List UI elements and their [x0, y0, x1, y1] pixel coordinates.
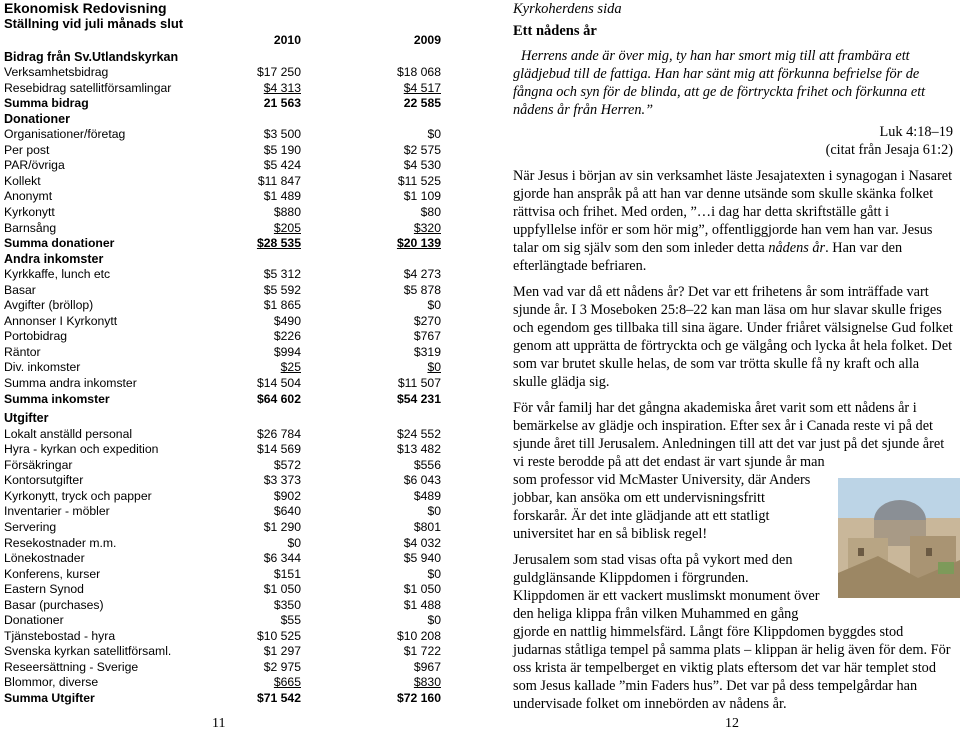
value-2010: $880 — [273, 205, 301, 220]
value-2009: $54 231 — [396, 391, 441, 406]
value-2009: $556 — [413, 457, 441, 472]
row-label: Svenska kyrkan satellitförsaml. — [4, 644, 172, 659]
table-row — [4, 427, 444, 443]
value-2010: $55 — [280, 613, 301, 628]
value-2010: $1 290 — [263, 519, 301, 534]
value-2009: $10 208 — [396, 628, 441, 643]
row-label: Kyrkonytt, tryck och papper — [4, 488, 152, 503]
report-subtitle: Ställning vid juli månads slut — [4, 16, 184, 31]
value-2009: $0 — [427, 298, 441, 313]
row-label: Resebidrag satellitförsamlingar — [4, 80, 172, 95]
row-label: Portobidrag — [4, 329, 68, 344]
value-2010: $28 535 — [256, 236, 301, 251]
value-2009: $270 — [413, 313, 441, 328]
row-label: Inventarier - möbler — [4, 504, 110, 519]
value-2010: $25 — [280, 360, 301, 375]
value-2010: $2 975 — [263, 659, 301, 674]
row-label: Summa bidrag — [4, 96, 89, 111]
scripture-source: (citat från Jesaja 61:2) — [825, 142, 953, 158]
value-2010: $64 602 — [256, 391, 301, 406]
table-row — [4, 329, 444, 345]
table-row — [4, 96, 444, 112]
value-2010: $1 050 — [263, 582, 301, 597]
row-label: Summa donationer — [4, 236, 115, 251]
value-2010: $5 312 — [263, 267, 301, 282]
value-2010: $1 865 — [263, 298, 301, 313]
value-2010: $14 504 — [256, 376, 301, 391]
table-row — [4, 174, 444, 190]
year-header-row — [4, 33, 444, 49]
value-2010: $5 190 — [263, 142, 301, 157]
section-header: Bidrag från Sv.Utlandskyrkan — [4, 49, 179, 64]
value-2009: $4 032 — [403, 535, 441, 550]
page-number-left: 11 — [212, 716, 226, 731]
scripture-quote: Herrens ande är över mig, ty han har smort mig till att frambära ett glädjebud till de fattiga. Han har sänt mig att förkunna befrielse för de fångna och syn för de blinda, att ge de förtryckta frihet och förkunna ett nådens år från Herren.” — [513, 48, 926, 118]
value-2009: $801 — [413, 519, 441, 534]
finance-report — [4, 0, 444, 707]
value-2010: $572 — [273, 457, 301, 472]
row-label: Utgifter — [4, 411, 49, 426]
table-row — [4, 143, 444, 159]
row-label: Summa andra inkomster — [4, 376, 137, 391]
row-label: Avgifter (bröllop) — [4, 298, 94, 313]
table-row — [4, 644, 444, 660]
value-2010: 21 563 — [263, 96, 301, 111]
value-2009: $1 050 — [403, 582, 441, 597]
value-2009: $319 — [413, 344, 441, 359]
row-label: Annonser I Kyrkonytt — [4, 313, 118, 328]
row-label: Div. inkomster — [4, 360, 81, 375]
value-2009: $0 — [427, 360, 441, 375]
value-2009: $0 — [427, 566, 441, 581]
jerusalem-photo — [838, 478, 960, 598]
table-row — [4, 536, 444, 552]
value-2009: $1 109 — [403, 189, 441, 204]
value-2010: $17 250 — [256, 65, 301, 80]
value-2010: $3 373 — [263, 473, 301, 488]
article-heading: Ett nådens år — [513, 23, 597, 39]
section-header — [4, 252, 444, 268]
value-2009: $1 722 — [403, 644, 441, 659]
row-label: Konferens, kurser — [4, 566, 101, 581]
table-row — [4, 283, 444, 299]
table-row — [4, 81, 444, 97]
value-2010: $26 784 — [256, 426, 301, 441]
table-row — [4, 489, 444, 505]
row-label: Summa inkomster — [4, 391, 110, 406]
value-2009: $80 — [420, 205, 441, 220]
value-2009: $4 530 — [403, 158, 441, 173]
section-header — [4, 411, 444, 427]
table-row — [4, 675, 444, 691]
paragraph-4: Jerusalem som stad visas ofta på vykort med den guldglänsande Klippdomen i förgrunden. Klippdomen är ett vackert muslimskt monument över den heliga klippa från vilken Muhammed en gång gjorde en nattlig himmelsfärd. Långt före Klippdomen byggdes stod judarnas ståtliga tempel på samma plats – klippan är helig även för dem. För oss krista är tempelberget en viktig plats eftersom det var här templet stod som Jesus kallade ”min Faders hus”. Det var på dess tempelgårdar han undervisade folket om innebörden av nådens år. — [513, 552, 951, 712]
value-2009: $767 — [413, 329, 441, 344]
value-2009: $72 160 — [396, 690, 441, 705]
row-label: Verksamhetsbidrag — [4, 65, 109, 80]
value-2010: $5 592 — [263, 282, 301, 297]
row-label: Försäkringar — [4, 457, 73, 472]
row-label: Servering — [4, 519, 57, 534]
year-2010: 2010 — [273, 33, 301, 47]
section-header — [4, 112, 444, 128]
table-row — [4, 267, 444, 283]
row-label: Hyra - kyrkan och expedition — [4, 442, 159, 457]
table-row — [4, 392, 444, 408]
value-2010: $350 — [273, 597, 301, 612]
value-2010: $1 297 — [263, 644, 301, 659]
row-label: Resekostnader m.m. — [4, 535, 117, 550]
value-2010: $0 — [287, 535, 301, 550]
value-2009: $4 273 — [403, 267, 441, 282]
row-label: Kontorsutgifter — [4, 473, 84, 488]
value-2009: $2 575 — [403, 142, 441, 157]
table-row — [4, 598, 444, 614]
pastor-page — [513, 0, 953, 713]
table-row — [4, 65, 444, 81]
table-row — [4, 567, 444, 583]
paragraph-1: När Jesus i början av sin verksamhet läste Jesajatexten i synagogan i Nasaret gjorde han anspråk på att han var denne utsände som skulle skänka folket rättvisa och frihet. Med orden, ”…i dag har detta skriftställe gått i uppfyllelse inför er som hör mig”, offentliggjorde han vem han var. Jesus talar om sig själv som den som inleder detta nådens år. Han var den efterlängtade befriaren. — [513, 168, 953, 274]
table-row — [4, 613, 444, 629]
value-2009: $320 — [413, 220, 441, 235]
row-label: Reseersättning - Sverige — [4, 659, 139, 674]
value-2009: $11 507 — [397, 376, 441, 391]
row-label: PAR/övriga — [4, 158, 65, 173]
value-2009: $24 552 — [396, 426, 441, 441]
value-2009: $6 043 — [403, 473, 441, 488]
page-number-right: 12 — [725, 716, 739, 731]
value-2010: $205 — [273, 220, 301, 235]
table-row — [4, 551, 444, 567]
table-row — [4, 221, 444, 237]
value-2010: $71 542 — [256, 690, 301, 705]
value-2009: $967 — [413, 659, 441, 674]
value-2009: $5 878 — [403, 282, 441, 297]
table-row — [4, 473, 444, 489]
report-title: Ekonomisk Redovisning — [4, 0, 167, 16]
value-2010: $151 — [273, 566, 301, 581]
table-row — [4, 360, 444, 376]
row-label: Kyrkkaffe, lunch etc — [4, 267, 111, 282]
table-row — [4, 376, 444, 392]
scripture-reference: Luk 4:18–19 — [879, 124, 953, 140]
table-row — [4, 189, 444, 205]
value-2010: $226 — [273, 329, 301, 344]
row-label: Kollekt — [4, 173, 41, 188]
table-row — [4, 504, 444, 520]
finance-table — [4, 65, 444, 706]
table-row — [4, 629, 444, 645]
value-2009: $489 — [413, 488, 441, 503]
value-2010: $14 569 — [256, 442, 301, 457]
row-label: Anonymt — [4, 189, 53, 204]
table-row — [4, 314, 444, 330]
paragraph-3: För vår familj har det gångna akademiska året varit som ett nådens år i bemärkelse av glädje och inspiration. Efter sex år i Canada reste vi på det sjunde året till Jerusalem. Anledningen till att det var just på det sjunde året vi reste berodde på att det endast är vart sjunde år man som professor vid McMaster University, där Anders jobbar, kan ansöka om ett undervisningsfritt forskarår. Är det inte glädjande att ett statligt universitet har en så biblisk regel! — [513, 400, 945, 542]
table-row — [4, 458, 444, 474]
value-2009: $4 517 — [403, 80, 441, 95]
row-label: Andra inkomster — [4, 251, 104, 266]
value-2009: $0 — [427, 504, 441, 519]
value-2009: $13 482 — [396, 442, 441, 457]
row-label: Barnsång — [4, 220, 57, 235]
table-row — [4, 205, 444, 221]
row-label: Donationer — [4, 111, 70, 126]
row-label: Räntor — [4, 344, 41, 359]
row-label: Donationer — [4, 613, 64, 628]
value-2009: $0 — [427, 613, 441, 628]
value-2010: $6 344 — [263, 551, 301, 566]
value-2010: $4 313 — [263, 80, 301, 95]
table-row — [4, 127, 444, 143]
value-2010: $3 500 — [263, 127, 301, 142]
value-2009: $11 525 — [397, 173, 441, 188]
value-2010: $490 — [273, 313, 301, 328]
row-label: Tjänstebostad - hyra — [4, 628, 116, 643]
year-2009: 2009 — [413, 33, 441, 47]
row-label: Lokalt anställd personal — [4, 426, 133, 441]
table-row — [4, 345, 444, 361]
page-header: Kyrkoherdens sida — [513, 1, 622, 17]
table-row — [4, 582, 444, 598]
table-row — [4, 298, 444, 314]
value-2010: $665 — [273, 675, 301, 690]
row-label: Organisationer/företag — [4, 127, 126, 142]
value-2009: $1 488 — [403, 597, 441, 612]
row-label: Kyrkonytt — [4, 205, 55, 220]
row-label: Basar (purchases) — [4, 597, 104, 612]
value-2009: $0 — [427, 127, 441, 142]
value-2009: 22 585 — [403, 96, 441, 111]
row-label: Summa Utgifter — [4, 690, 95, 705]
table-row — [4, 158, 444, 174]
table-row — [4, 691, 444, 707]
table-row — [4, 660, 444, 676]
row-label: Lönekostnader — [4, 551, 85, 566]
table-row — [4, 442, 444, 458]
value-2010: $994 — [273, 344, 301, 359]
value-2010: $640 — [273, 504, 301, 519]
value-2009: $20 139 — [396, 236, 441, 251]
paragraph-2: Men vad var då ett nådens år? Det var ett frihetens år som inträffade vart sjunde år. I 3 Moseboken 25:8–22 kan man läsa om hur slavar skulle friges och egendom ges tillbaka till sina ägare. Under friåret välsignelse Gud folket genom att upprätta de förtryckta och ge välgång och lycka åt hela folket. Det som var brutet skulle helas, de som var trötta skulle få ny kraft och alla skulle glädja sig. — [513, 284, 953, 390]
value-2009: $5 940 — [403, 551, 441, 566]
value-2009: $18 068 — [396, 65, 441, 80]
value-2010: $1 489 — [263, 189, 301, 204]
row-label: Basar — [4, 282, 36, 297]
table-row — [4, 236, 444, 252]
value-2010: $11 847 — [257, 173, 301, 188]
row-label: Eastern Synod — [4, 582, 84, 597]
value-2009: $830 — [413, 675, 441, 690]
value-2010: $902 — [273, 488, 301, 503]
value-2010: $10 525 — [256, 628, 301, 643]
table-row — [4, 520, 444, 536]
value-2010: $5 424 — [263, 158, 301, 173]
row-label: Blommor, diverse — [4, 675, 99, 690]
row-label: Per post — [4, 142, 50, 157]
